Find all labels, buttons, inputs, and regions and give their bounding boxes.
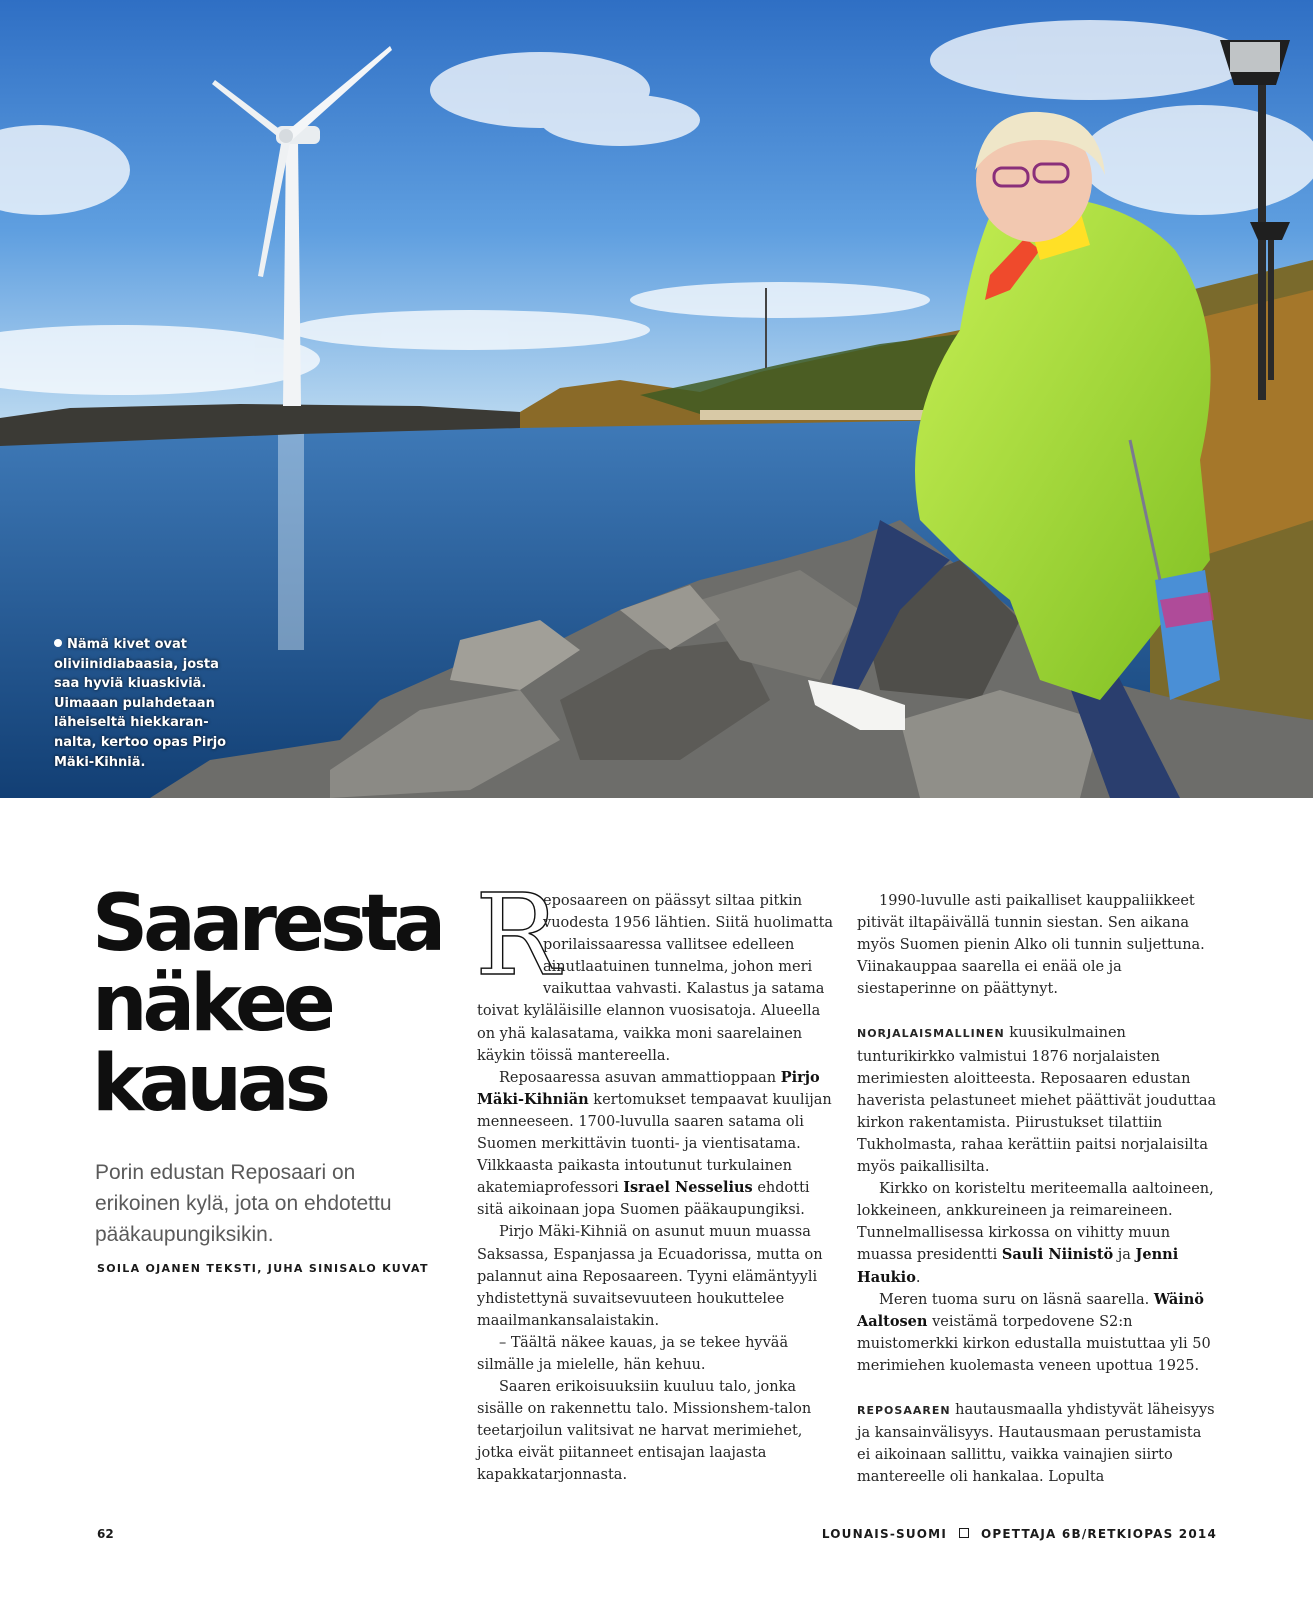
body-paragraph bbox=[857, 1289, 1217, 1377]
headline-line-2: näkee bbox=[92, 959, 331, 1049]
radio-mast bbox=[765, 288, 767, 368]
paragraph-text: Meren tuoma suru on läsnä saarella. bbox=[879, 1291, 1154, 1308]
article-headline bbox=[92, 879, 452, 1129]
paragraph-text: kertomukset tempaavat kuulijan menneeseen. 1700-luvulla saaren satama oli Suomen merkittävin tuonti- ja vientisatama. Vilkkaasta paikasta intoutunut turkulainen akatemiaprofessori bbox=[477, 1091, 832, 1197]
paragraph-text: ja bbox=[1113, 1247, 1136, 1264]
drop-cap: R bbox=[475, 871, 560, 1001]
footer-publication: OPETTAJA 6B/RETKIOPAS 2014 bbox=[981, 1527, 1217, 1541]
body-paragraph bbox=[477, 1067, 835, 1222]
section-lead-in: REPOSAAREN bbox=[857, 1403, 951, 1417]
body-paragraph: 1990-luvulle asti paikalliset kauppaliikkeet pitivät iltapäivällä tunnin siestan. Sen aikana myös Suomen pienin Alko oli tunnin suljettuna. Viinakauppaa saarella ei enää ole ja siestaperinne on päättynyt. bbox=[857, 893, 1205, 998]
square-separator-icon bbox=[959, 1528, 969, 1538]
paragraph-text: . bbox=[915, 1269, 921, 1286]
body-paragraph bbox=[857, 1178, 1217, 1288]
person-name: Sauli Niinistö bbox=[1001, 1246, 1114, 1264]
section-paragraph bbox=[857, 1399, 1217, 1488]
turbine-reflection bbox=[278, 430, 304, 650]
footer-region: LOUNAIS-SUOMI bbox=[821, 1527, 947, 1541]
paragraph-text: hautausmaalla yhdistyvät läheisyys ja kansainvälisyys. Hautausmaan perustamista ei aikoinaan sallittu, vaikka vainajien siirto mantereelle oli hankalaa. Lopulta bbox=[857, 1401, 1215, 1486]
hero-photo bbox=[0, 0, 1313, 798]
paragraph-text: kuusikulmainen tunturikirkko valmistui 1876 norjalaisten merimiesten aloitteesta. Reposaaren edustan haverista pelastuneet miehet päättivät jouduttaa kirkon rakentamista. Piirustukset tilattiin Tukholmasta, rahaa kerättiin paitsi norjalaisilta myös paikallisilta. bbox=[857, 1025, 1217, 1176]
paragraph-text: Reposaaressa asuvan ammattioppaan bbox=[499, 1069, 781, 1086]
beach bbox=[700, 410, 950, 420]
body-column-2 bbox=[857, 890, 1217, 1488]
paragraph-text: eposaareen on päässyt siltaa pitkin vuodesta 1956 lähtien. Siitä huolimatta porilaissaaressa vallitsee edelleen ainutlaatuinen tunnelma, johon meri vaikuttaa vahvasti. Kalastus ja satama toivat kyläläisille elannon vuosisatoja. Alueella on yhä kalasatama, vaikka moni saarelainen käykin töissä mantereella. bbox=[477, 893, 834, 1064]
running-footer bbox=[822, 1527, 1217, 1541]
person-name: Pirjo Mäki-Kihniän bbox=[477, 1068, 820, 1108]
photo-caption bbox=[54, 635, 229, 772]
paragraph-text: ehdotti sitä aikoinaan jopa Suomen pääkaupungiksi. bbox=[477, 1180, 810, 1219]
page-number: 62 bbox=[97, 1527, 114, 1541]
body-paragraph bbox=[475, 871, 835, 1067]
photo-caption-text: Nämä kivet ovat oliviinidiabaasia, josta saa hyviä kiuaskiviä. Uimaaan pulahdetaan läheiseltä hiekkaran-nalta, kertoo opas Pirjo Mäki-Kihniä. bbox=[54, 637, 227, 770]
section-paragraph bbox=[857, 1022, 1217, 1178]
headline-line-3: kauas bbox=[92, 1039, 327, 1129]
paragraph-text: veistämä torpedovene S2:n muistomerkki kirkon edustalla muistuttaa yli 50 merimiehen kuolemasta veneen upottua 1925. bbox=[857, 1313, 1211, 1374]
person-name: Jenni Haukio bbox=[857, 1246, 1179, 1286]
section-lead-in: NORJALAISMALLINEN bbox=[857, 1027, 1005, 1041]
paragraph-text: Kirkko on koristeltu meriteemalla aaltoineen, lokkeineen, ankkureineen ja reimareineen. Tunnelmallisessa kirkossa on vihitty muun muassa presidentti bbox=[857, 1181, 1214, 1264]
body-paragraph: Saaren erikoisuuksiin kuuluu talo, jonka sisälle on rakennettu talo. Missionshem-talon teetarjoilun valitsivat ne harvat merimiehet, jotka eivät piitanneet entisajan laajasta kapakkatarjonnasta. bbox=[477, 1379, 812, 1484]
person-name: Wäinö Aaltosen bbox=[857, 1290, 1204, 1330]
article-lead: Porin edustan Reposaari on erikoinen kylä, jota on ehdotettu pääkaupungiksikin. bbox=[95, 1161, 392, 1246]
headline-line-1: Saaresta bbox=[92, 879, 442, 969]
body-paragraph: – Täältä näkee kauas, ja se tekee hyvää silmälle ja mielelle, hän kehuu. bbox=[477, 1334, 789, 1373]
body-column-1 bbox=[475, 871, 835, 1487]
caption-bullet-icon bbox=[54, 639, 62, 647]
body-paragraph: Pirjo Mäki-Kihniä on asunut muun muassa Saksassa, Espanjassa ja Ecuadorissa, mutta on palannut aina Reposaareen. Tyyni elämäntyyli yhdistettynä suvaitsevuuteen houkuttelee maailmankansalaistakin. bbox=[477, 1224, 823, 1329]
person-name: Israel Nesselius bbox=[623, 1179, 753, 1197]
article-credit: SOILA OJANEN TEKSTI, JUHA SINISALO KUVAT bbox=[97, 1262, 429, 1275]
